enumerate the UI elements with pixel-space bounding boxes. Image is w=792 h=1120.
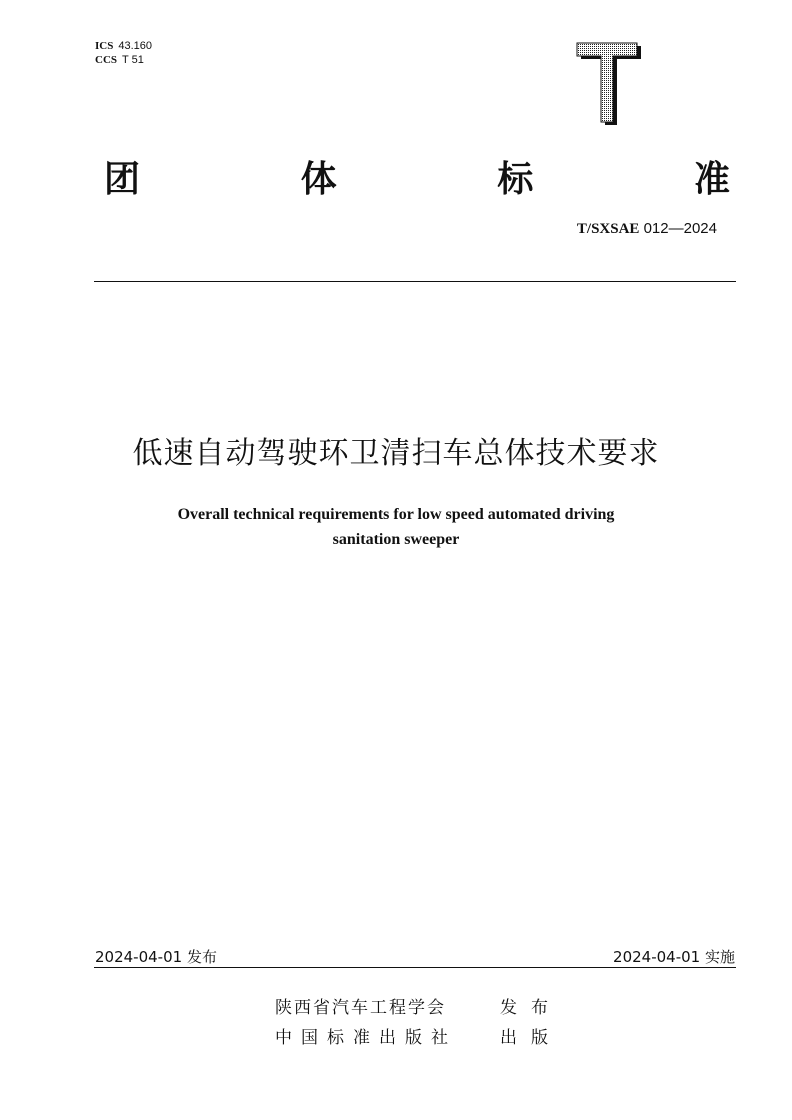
ics-value: 43.160 bbox=[118, 40, 152, 52]
standard-number bbox=[577, 219, 717, 238]
bottom-divider bbox=[94, 967, 736, 968]
publisher-name: 中国标准出版社 bbox=[275, 1028, 457, 1048]
ccs-label: CCS bbox=[95, 54, 118, 66]
publisher-row bbox=[0, 1023, 792, 1047]
implement-date: 2024-04-01 实施 bbox=[613, 948, 735, 966]
ccs-code bbox=[95, 53, 152, 67]
issue-date: 2024-04-01 发布 bbox=[95, 948, 217, 966]
title-chinese: 低速自动驾驶环卫清扫车总体技术要求 bbox=[132, 436, 660, 471]
ccs-value: T 51 bbox=[122, 54, 144, 66]
title-english bbox=[0, 502, 792, 552]
publisher-action: 出版 bbox=[500, 1028, 562, 1048]
title-english-line: Overall technical requirements for low speed automated driving bbox=[177, 506, 615, 523]
ics-label: ICS bbox=[95, 40, 114, 52]
publisher-name: 陕西省汽车工程学会 bbox=[275, 998, 446, 1018]
standard-type-char: 团 bbox=[104, 159, 141, 200]
standard-type-char: 准 bbox=[693, 159, 730, 200]
publisher-action: 发布 bbox=[500, 998, 562, 1018]
classification-codes bbox=[95, 39, 152, 67]
standard-type-char: 标 bbox=[497, 159, 534, 200]
standard-type-heading bbox=[104, 158, 730, 202]
standard-type-char: 体 bbox=[300, 159, 337, 200]
standard-number-value: 012—2024 bbox=[639, 220, 717, 237]
title-english-line: sanitation sweeper bbox=[332, 531, 460, 548]
standard-number-prefix: T/SXSAE bbox=[576, 221, 640, 237]
standard-t-mark-icon bbox=[574, 42, 642, 126]
publisher-row bbox=[0, 993, 792, 1017]
top-divider bbox=[94, 281, 736, 282]
ics-code bbox=[95, 39, 152, 53]
